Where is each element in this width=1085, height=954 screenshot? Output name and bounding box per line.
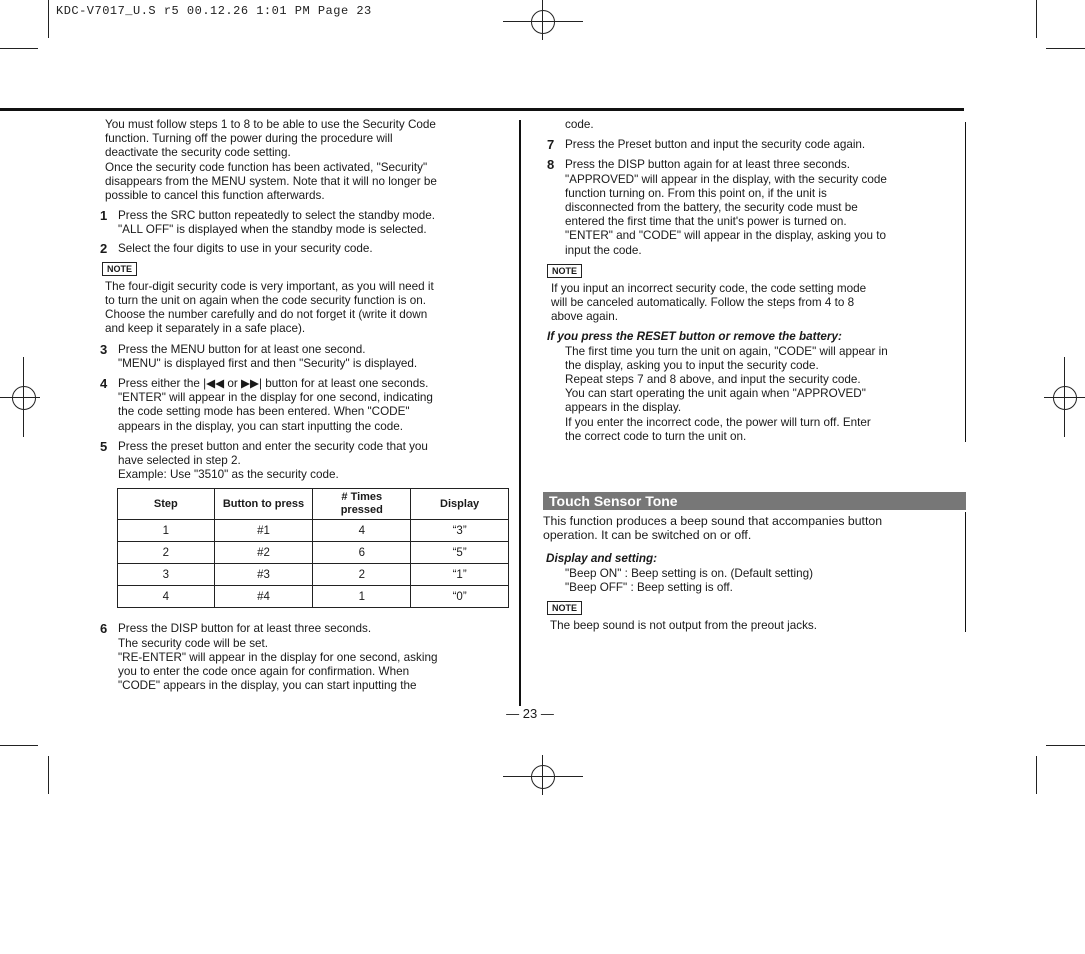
table-header: # Times pressed — [313, 489, 411, 520]
step-line: function turning on. From this point on, if the unit is — [565, 186, 827, 200]
table-cell: 2 — [118, 542, 215, 564]
table-header: Display — [411, 489, 509, 520]
step-line: you to enter the code once again for confirmation. When — [118, 665, 410, 679]
display-line: "Beep OFF" : Beep setting is off. — [565, 580, 733, 594]
note-line: If you input an incorrect security code, the code setting mode — [551, 281, 867, 295]
step-line: entered the first time that the unit's power is turned on. — [565, 215, 847, 229]
crop-mark — [48, 756, 49, 794]
table-cell: 6 — [313, 542, 411, 564]
step-7 — [547, 138, 957, 152]
table-cell: 4 — [118, 586, 215, 608]
crop-mark — [1046, 745, 1085, 746]
note-badge: NOTE — [102, 262, 137, 276]
step-line: Press the MENU button for at least one second. — [118, 342, 366, 356]
intro-line: deactivate the security code setting. — [105, 146, 291, 160]
reset-line: You can start operating the unit again when "APPROVED" — [565, 387, 866, 401]
reset-line: the display, asking you to input the security code. — [565, 358, 819, 372]
reset-line: If you enter the incorrect code, the power will turn off. Enter — [565, 415, 871, 429]
print-header: KDC-V7017_U.S r5 00.12.26 1:01 PM Page 23 — [56, 4, 372, 18]
crop-mark — [1036, 0, 1037, 38]
table-cell: #3 — [214, 564, 313, 586]
step-line: Press either the |◀◀ or ▶▶| button for at least one seconds. — [118, 377, 429, 391]
step-4 — [100, 377, 510, 434]
table-cell: 2 — [313, 564, 411, 586]
step-line: "ALL OFF" is displayed when the standby mode is selected. — [118, 223, 427, 237]
note-line: to turn the unit on again when the code security function is on. — [105, 294, 426, 308]
step-line: Example: Use "3510" as the security code. — [118, 468, 339, 482]
table-cell: 1 — [313, 586, 411, 608]
intro-line: Once the security code function has been activated, "Security" — [105, 160, 428, 174]
crop-mark — [1036, 756, 1037, 794]
step-line: Press the DISP button again for at least three seconds. — [565, 158, 850, 172]
right-margin-rule — [965, 122, 966, 442]
note-line: will be canceled automatically. Follow the steps from 4 to 8 — [551, 296, 855, 310]
crop-mark — [0, 48, 38, 49]
step-6 — [100, 622, 510, 693]
intro-line: function. Turning off the power during the procedure will — [105, 132, 393, 146]
right-column — [547, 118, 957, 444]
step-line: "RE-ENTER" will appear in the display for one second, asking — [118, 650, 438, 664]
table-cell: #4 — [214, 586, 313, 608]
step-line: Press the DISP button for at least three seconds. — [118, 622, 372, 636]
step-8 — [547, 158, 957, 257]
step-number: 2 — [100, 240, 108, 256]
step-line: input the code. — [565, 243, 642, 257]
step-number: 1 — [100, 208, 108, 224]
step-number: 8 — [547, 157, 555, 173]
crop-mark — [48, 0, 49, 38]
reset-heading: If you press the RESET button or remove the battery: — [547, 330, 842, 344]
reset-text — [547, 345, 957, 444]
note-text — [100, 280, 510, 337]
step-line: Press the Preset button and input the security code again. — [565, 138, 866, 152]
step-number: 7 — [547, 137, 555, 153]
step-line: "ENTER" will appear in the display for one second, indicating — [118, 391, 433, 405]
note-text — [547, 282, 957, 325]
security-code-table — [117, 488, 509, 608]
display-text — [543, 567, 963, 595]
step-2 — [100, 242, 510, 256]
step-number: 3 — [100, 341, 108, 357]
table-cell: “5” — [411, 542, 509, 564]
table-row — [118, 520, 509, 542]
step-line: "APPROVED" will appear in the display, with the security code — [565, 172, 887, 186]
crop-mark — [0, 745, 38, 746]
table-header-row — [118, 489, 509, 520]
step-line: Press the preset button and enter the security code that you — [118, 439, 428, 453]
reset-line: the correct code to turn the unit on. — [565, 429, 747, 443]
table-cell: “1” — [411, 564, 509, 586]
step-1 — [100, 209, 510, 237]
note-badge: NOTE — [547, 264, 582, 278]
table-cell: “0” — [411, 586, 509, 608]
note-line: Choose the number carefully and do not forget it (write it down — [105, 308, 428, 322]
table-row — [118, 564, 509, 586]
step-line: Select the four digits to use in your security code. — [118, 241, 373, 255]
step-line: "MENU" is displayed first and then "Security" is displayed. — [118, 356, 418, 370]
page-number: — 23 — — [506, 706, 554, 721]
step-number: 4 — [100, 376, 108, 392]
step-number: 5 — [100, 438, 108, 454]
intro-line: disappears from the MENU system. Note that it will no longer be — [105, 174, 437, 188]
table-cell: 3 — [118, 564, 215, 586]
step-3 — [100, 343, 510, 371]
reset-line: The first time you turn the unit on again, "CODE" will appear in — [565, 344, 888, 358]
step-5 — [100, 440, 510, 483]
intro-line: You must follow steps 1 to 8 to be able to use the Security Code — [105, 118, 436, 131]
step-line: "ENTER" and "CODE" will appear in the display, asking you to — [565, 229, 887, 243]
table-cell: #2 — [214, 542, 313, 564]
table-cell: 1 — [118, 520, 215, 542]
note-badge: NOTE — [547, 601, 582, 615]
step-line: "CODE" appears in the display, you can start inputting the — [118, 679, 417, 693]
right-margin-rule — [965, 512, 966, 632]
table-row — [118, 542, 509, 564]
table-header: Step — [118, 489, 215, 520]
column-divider — [519, 120, 521, 706]
intro-line: possible to cancel this function afterwards. — [105, 189, 325, 203]
table-cell: “3” — [411, 520, 509, 542]
left-column — [100, 118, 510, 693]
table-row — [118, 586, 509, 608]
crop-mark — [1046, 48, 1085, 49]
step-line: Press the SRC button repeatedly to select the standby mode. — [118, 209, 436, 223]
intro-paragraph — [100, 118, 510, 203]
step-line: the code setting mode has been entered. When "CODE" — [118, 405, 410, 419]
display-heading: Display and setting: — [546, 552, 658, 566]
step-line: appears in the display, you can start inputting the code. — [118, 419, 404, 433]
section-intro-line: This function produces a beep sound that accompanies button — [543, 514, 883, 528]
note-line: The four-digit security code is very important, as you will need it — [105, 279, 434, 293]
reset-line: appears in the display. — [565, 401, 682, 415]
display-line: "Beep ON" : Beep setting is on. (Default setting) — [565, 566, 814, 580]
step-line: disconnected from the battery, the security code must be — [565, 201, 858, 215]
step-line: have selected in step 2. — [118, 454, 241, 468]
touch-sensor-section — [543, 514, 963, 633]
section-title-touch-sensor-tone: Touch Sensor Tone — [543, 492, 966, 510]
step-line: The security code will be set. — [118, 636, 269, 650]
note-line: and keep it separately in a safe place). — [105, 322, 306, 336]
reset-line: Repeat steps 7 and 8 above, and input the security code. — [565, 373, 861, 387]
table-header: Button to press — [214, 489, 313, 520]
continued-text: code. — [565, 118, 594, 131]
section-intro-line: operation. It can be switched on or off. — [543, 528, 752, 543]
note-line: above again. — [551, 310, 618, 324]
table-cell: #1 — [214, 520, 313, 542]
top-rule — [0, 108, 964, 111]
table-cell: 4 — [313, 520, 411, 542]
step-number: 6 — [100, 621, 108, 637]
note-text: The beep sound is not output from the preout jacks. — [550, 619, 818, 633]
